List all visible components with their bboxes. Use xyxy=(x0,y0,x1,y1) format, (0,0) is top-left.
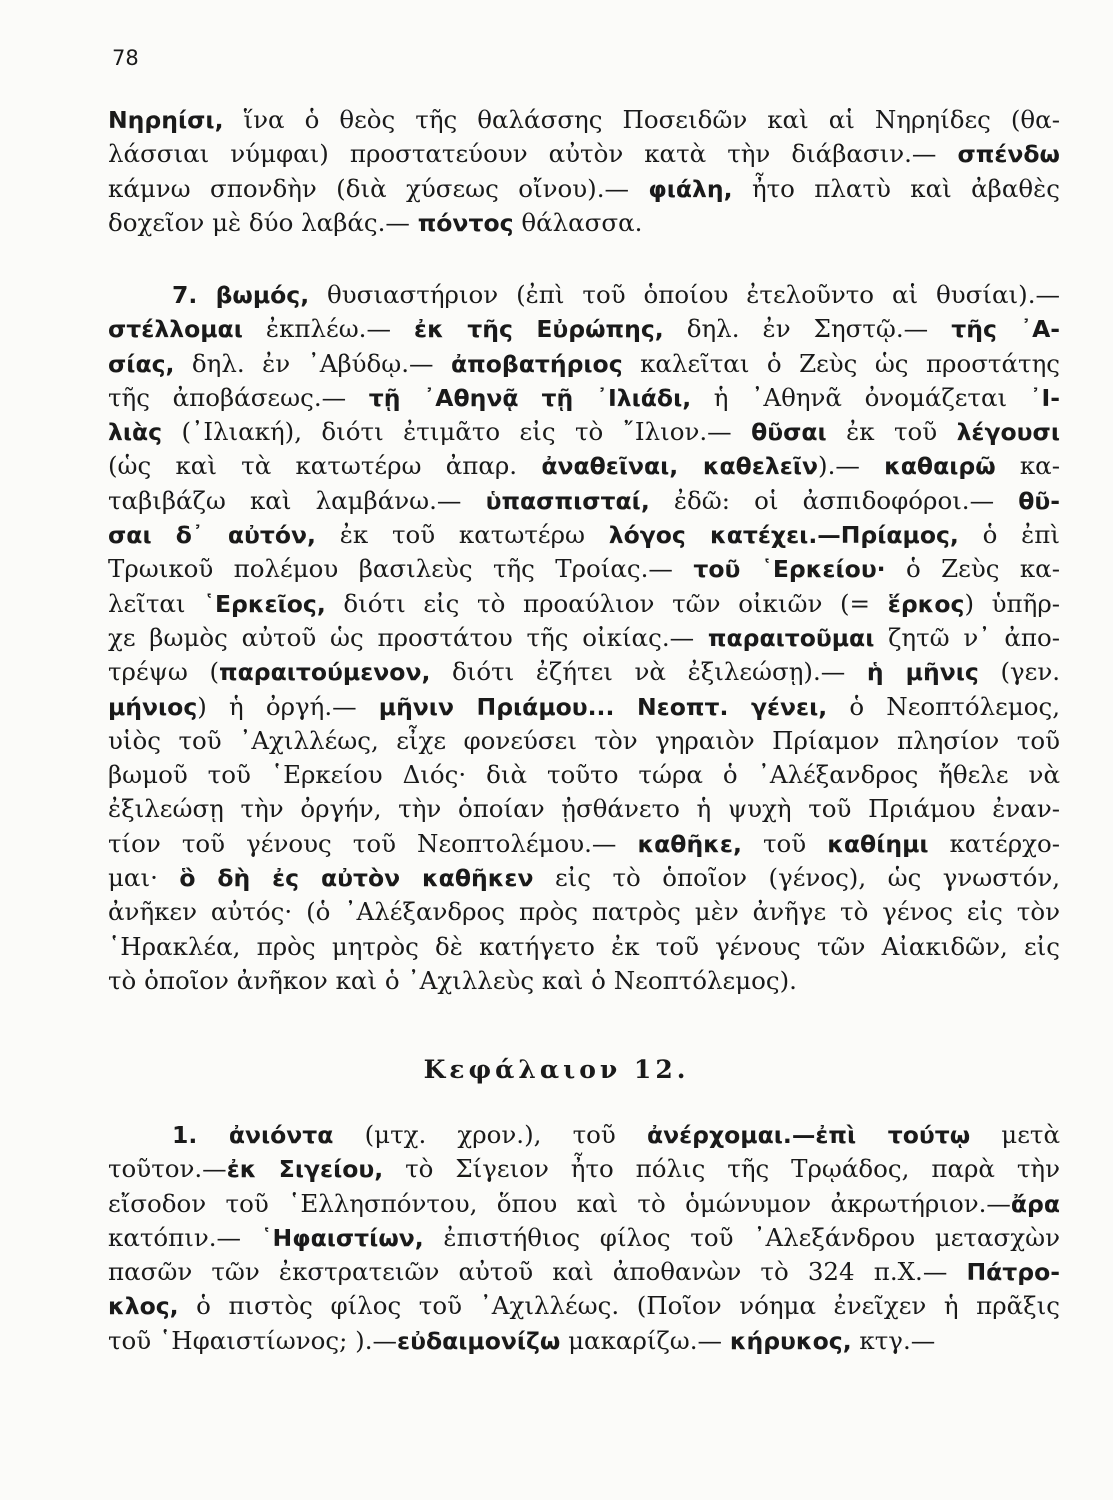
gloss-text: ὁ πιστὸς φίλος τοῦ ᾿Αχιλλέως. (Ποῖον νόημα ἐνεῖχεν ἡ πρᾶξις xyxy=(178,1291,1060,1321)
text-line xyxy=(108,895,1060,929)
headword: ἀναθεῖναι, καθελεῖν xyxy=(541,452,819,481)
headword: στέλλομαι xyxy=(108,315,243,344)
gloss-text: τῆς ἀποβάσεως.— xyxy=(108,382,369,412)
text-line xyxy=(108,655,1060,689)
gloss-text: ὁ Ζεὺς κα- xyxy=(885,554,1060,584)
headword: πόντος xyxy=(417,208,514,237)
gloss-text: ).— xyxy=(818,451,885,481)
text-line xyxy=(108,347,1060,381)
headword: σίας, xyxy=(108,349,175,378)
headword: Νηρηίσι, xyxy=(108,106,224,134)
gloss-text: ἐκπλέω.— xyxy=(242,314,415,344)
gloss-text: ἀνῆκεν αὐτός· (ὁ ᾿Αλέξανδρος πρὸς πατρὸς μὲν ἀνῆγε τὸ γένος εἰς τὸν xyxy=(108,897,1060,927)
text-line xyxy=(108,449,1060,483)
headword: ἀνέρχομαι.—ἐπὶ τούτῳ xyxy=(646,1121,971,1149)
gloss-text: διότι εἰς τὸ προαύλιον τῶν οἰκιῶν (= xyxy=(325,588,888,618)
text-line xyxy=(108,484,1060,518)
gloss-text: ὁ Νεοπτόλεμος, xyxy=(827,691,1060,721)
text-line xyxy=(108,724,1060,758)
gloss-text: κατόπιν.— xyxy=(108,1222,261,1252)
text-line xyxy=(108,930,1060,964)
headword: θῦσαι xyxy=(751,418,827,447)
chapter-heading: Κεφάλαιον 12. xyxy=(423,1055,690,1084)
text-line xyxy=(108,690,1060,724)
gloss-text: τὸ ὁποῖον ἀνῆκον καὶ ὁ ᾿Αχιλλεὺς καὶ ὁ Νεοπτόλεμος). xyxy=(108,965,797,995)
headword: τῆς ᾿Α- xyxy=(951,315,1061,344)
gloss-text: εἰς τὸ ὁποῖον (γένος), ὡς γνωστόν, xyxy=(533,863,1061,893)
paragraph-3 xyxy=(108,1118,1060,1358)
gloss-text: τρέψω ( xyxy=(108,657,220,687)
gloss-text: μαι· xyxy=(108,863,180,893)
headword: ὃ δὴ ἐς αὐτὸν καθῆκεν xyxy=(179,864,534,893)
headword: ἕρκος xyxy=(887,589,965,618)
gloss-text: ὁ ἐπὶ xyxy=(958,520,1061,550)
headword: ἐκ Σιγείου, xyxy=(226,1155,384,1184)
gloss-text: ἵνα ὁ θεὸς τῆς θαλάσσης Ποσειδῶν καὶ αἱ Νηρηίδες (θα- xyxy=(223,105,1060,134)
gloss-text: (γεν. xyxy=(978,657,1061,687)
gloss-text: τίον τοῦ γένους τοῦ Νεοπτολέμου.— xyxy=(108,828,638,858)
page-number: 78 xyxy=(112,46,139,70)
text-line xyxy=(108,1221,1060,1255)
gloss-text: μακαρίζω.— xyxy=(560,1325,730,1355)
gloss-text: (᾿Ιλιακή), διότι ἐτιμᾶτο εἰς τὸ ῎Ιλιον.— xyxy=(162,417,752,447)
headword: καθαιρῶ xyxy=(884,452,996,481)
gloss-text: δοχεῖον μὲ δύο λαβάς.— xyxy=(108,207,418,237)
text-line xyxy=(108,206,1060,240)
headword: τοῦ ῾Ερκείου· xyxy=(693,555,886,584)
gloss-text: τὸ Σίγειον ἦτο πόλις τῆς Τρῳάδος, παρὰ τὴν xyxy=(383,1154,1061,1184)
headword: Πάτρο- xyxy=(966,1258,1060,1287)
gloss-text: κτγ.— xyxy=(851,1325,936,1355)
gloss-text: ἦτο πλατὺ καὶ ἀβαθὲς xyxy=(732,173,1060,203)
gloss-text: λάσσιαι νύμφαι) προστατεύουν αὐτὸν κατὰ τὴν διάβασιν.— xyxy=(108,139,958,169)
headword: μήνιος xyxy=(108,692,198,721)
gloss-text: θυσιαστήριον (ἐπὶ τοῦ ὁποίου ἐτελοῦντο αἱ θυσίαι).— xyxy=(309,280,1060,309)
gloss-text: κα- xyxy=(995,451,1060,481)
gloss-text: ) ὑπῆρ- xyxy=(964,588,1061,618)
text-line xyxy=(108,1324,1060,1358)
text-line xyxy=(108,792,1060,826)
text-line xyxy=(108,415,1060,449)
headword: εὐδαιμονίζω xyxy=(397,1326,561,1355)
gloss-text: πασῶν τῶν ἐκστρατειῶν αὐτοῦ καὶ ἀποθανὼν τὸ 324 π.Χ.— xyxy=(108,1257,967,1287)
headword: κήρυκος, xyxy=(729,1326,852,1355)
headword: κλος, xyxy=(108,1292,179,1321)
gloss-text: Τρωικοῦ πολέμου βασιλεὺς τῆς Τροίας.— xyxy=(108,554,694,584)
gloss-text: τοῦτον.— xyxy=(108,1154,227,1184)
text-line xyxy=(108,172,1060,206)
text-line xyxy=(108,552,1060,586)
gloss-text: καλεῖται ὁ Ζεὺς ὡς προστάτης xyxy=(622,348,1060,378)
headword: 1. ἀνιόντα xyxy=(172,1121,334,1149)
text-line xyxy=(108,758,1060,792)
headword: ἐκ τῆς Εὐρώπης, xyxy=(414,315,664,344)
gloss-text: διότι ἐζήτει νὰ ἐξιλεώσῃ).— xyxy=(430,657,867,687)
gloss-text: θάλασσα. xyxy=(513,207,643,237)
headword: λόγος κατέχει.—Πρίαμος, xyxy=(608,521,959,550)
text-line xyxy=(108,1187,1060,1221)
headword: παραιτοῦμαι xyxy=(707,623,875,652)
gloss-text: κάμνω σπονδὴν (διὰ χύσεως οἴνου).— xyxy=(108,173,649,203)
text-line xyxy=(108,381,1060,415)
gloss-text: ἐπιστήθιος φίλος τοῦ ᾿Αλεξάνδρου μετασχὼν xyxy=(423,1222,1060,1252)
paragraph-2 xyxy=(108,278,1060,998)
headword: ῾Ερκεῖος, xyxy=(203,589,326,618)
gloss-text: εἴσοδον τοῦ ῾Ελλησπόντου, ὅπου καὶ τὸ ὁμώνυμον ἀκρωτήριον.— xyxy=(108,1188,1011,1218)
headword: σπένδω xyxy=(957,140,1060,169)
headword: σαι δ᾿ αὐτόν, xyxy=(108,521,316,550)
text-line xyxy=(108,518,1060,552)
text-line xyxy=(108,1152,1060,1186)
headword: 7. βωμός, xyxy=(172,281,310,309)
gloss-text: βωμοῦ τοῦ ῾Ερκείου Διός· διὰ τοῦτο τώρα ὁ ᾿Αλέξανδρος ἤθελε νὰ xyxy=(108,760,1060,790)
gloss-text: (ὡς καὶ τὰ κατωτέρω ἀπαρ. xyxy=(108,451,542,481)
text-line xyxy=(108,312,1060,346)
headword: θῦ- xyxy=(1018,486,1060,515)
gloss-text: τοῦ ῾Ηφαιστίωνος; ).— xyxy=(108,1325,398,1355)
headword: ἡ μῆνις xyxy=(866,658,979,687)
gloss-text: κατέρχο- xyxy=(928,828,1060,858)
headword: παραιτούμενον, xyxy=(219,658,431,687)
headword: ᾿Ι- xyxy=(1029,383,1061,412)
gloss-text: χε βωμὸς αὐτοῦ ὡς προστάτου τῆς οἰκίας.— xyxy=(108,622,708,652)
text-line xyxy=(108,861,1060,895)
text-line xyxy=(108,587,1060,621)
headword: ῾Ηφαιστίων, xyxy=(260,1223,424,1252)
gloss-text: ἐκ τοῦ κατωτέρω xyxy=(315,520,609,550)
gloss-text: δηλ. ἐν ᾿Αβύδῳ.— xyxy=(174,348,451,378)
gloss-text: δηλ. ἐν Σηστῷ.— xyxy=(663,314,952,344)
gloss-text: τοῦ xyxy=(741,828,828,858)
gloss-text: λεῖται xyxy=(108,588,204,618)
headword: καθῆκε, xyxy=(637,829,742,858)
gloss-text: ἐξιλεώσῃ τὴν ὀργήν, τὴν ὁποίαν ᾐσθάνετο ἡ ψυχὴ τοῦ Πριάμου ἐναν- xyxy=(108,794,1060,824)
gloss-text: ῾Ηρακλέα, πρὸς μητρὸς δὲ κατήγετο ἐκ τοῦ γένους τῶν Αἰακιδῶν, εἰς xyxy=(108,931,1060,961)
text-line xyxy=(108,1255,1060,1289)
text-line xyxy=(108,103,1060,137)
headword: τῇ ᾿Αθηνᾷ τῇ ᾿Ιλιάδι, xyxy=(368,383,692,412)
text-line xyxy=(108,1289,1060,1323)
text-line xyxy=(108,1118,1060,1152)
gloss-text: ζητῶ ν᾿ ἀπο- xyxy=(874,622,1060,652)
gloss-text: μετὰ xyxy=(970,1120,1061,1149)
gloss-text: ἐκ τοῦ xyxy=(826,417,957,447)
gloss-text: ἐδῶ: οἱ ἀσπιδοφόροι.— xyxy=(649,485,1019,515)
gloss-text: ἡ ᾿Αθηνᾶ ὀνομάζεται xyxy=(691,382,1030,412)
text-line xyxy=(108,278,1060,312)
headword: λέγουσι xyxy=(956,418,1060,447)
headword: ἀποβατήριος xyxy=(451,349,623,378)
text-line xyxy=(108,137,1060,171)
text-line xyxy=(108,621,1060,655)
headword: ἄρα xyxy=(1010,1189,1060,1218)
headword: μῆνιν Πριάμου... Νεοπτ. γένει, xyxy=(378,692,828,721)
gloss-text: ταβιβάζω καὶ λαμβάνω.— xyxy=(108,485,486,515)
gloss-text: ) ἡ ὀργή.— xyxy=(197,691,379,721)
gloss-text: (μτχ. χρον.), τοῦ xyxy=(333,1120,647,1149)
headword: φιάλη, xyxy=(648,174,733,203)
text-line xyxy=(108,827,1060,861)
text-line xyxy=(108,964,1060,998)
gloss-text: υἱὸς τοῦ ᾿Αχιλλέως, εἶχε φονεύσει τὸν γηραιὸν Πρίαμον πλησίον τοῦ xyxy=(108,725,1060,755)
headword: λιὰς xyxy=(108,418,163,447)
headword: καθίημι xyxy=(827,829,929,858)
headword: ὑπασπισταί, xyxy=(485,486,650,515)
paragraph-1 xyxy=(108,103,1060,240)
